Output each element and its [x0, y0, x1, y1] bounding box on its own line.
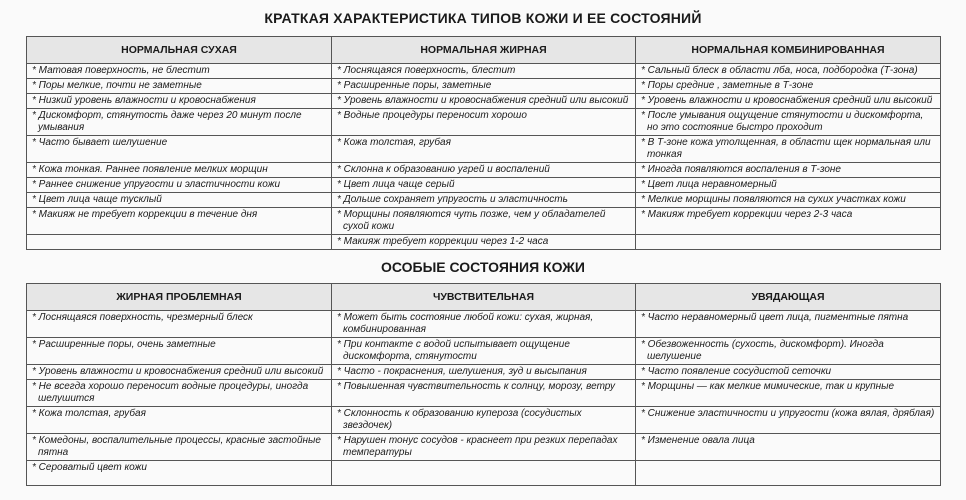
table-cell — [332, 109, 636, 136]
table-row — [27, 407, 941, 434]
section-title: ОСОБЫЕ СОСТОЯНИЯ КОЖИ — [380, 259, 585, 275]
table-cell — [332, 64, 636, 79]
cell-text: * Поры средние , заметные в Т-зоне — [639, 80, 937, 92]
table-cell — [636, 434, 941, 461]
table-cell — [27, 64, 332, 79]
cell-text: * Лоснящаяся поверхность, блестит — [335, 65, 632, 77]
table-cell — [636, 208, 941, 235]
table-row — [27, 94, 941, 109]
table-cell — [27, 235, 332, 250]
skin-types-table — [26, 36, 941, 250]
cell-text: * Уровень влажности и кровоснабжения средний или высокий — [639, 95, 937, 107]
cell-text: * Дольше сохраняет упругость и эластичность — [335, 194, 632, 206]
table-cell — [636, 94, 941, 109]
table-cell — [332, 235, 636, 250]
table-cell — [332, 208, 636, 235]
table-cell — [332, 311, 636, 338]
cell-text: * Комедоны, воспалительные процессы, красные застойные пятна — [30, 435, 328, 459]
table-cell — [636, 407, 941, 434]
column-header: НОРМАЛЬНАЯ КОМБИНИРОВАННАЯ — [636, 37, 941, 64]
cell-text: * При контакте с водой испытывает ощущение дискомфорта, стянутости — [335, 339, 632, 363]
cell-text: * Цвет лица неравномерный — [639, 179, 937, 191]
cell-text: * Кожа толстая, грубая — [335, 137, 632, 149]
cell-text: * Макияж не требует коррекции в течение дня — [30, 209, 328, 221]
table-cell — [27, 178, 332, 193]
table-cell — [332, 365, 636, 380]
table-cell — [636, 64, 941, 79]
cell-text: * Изменение овала лица — [639, 435, 937, 447]
table-cell — [27, 208, 332, 235]
cell-text: * Раннее снижение упругости и эластичности кожи — [30, 179, 328, 191]
cell-text: * Часто неравномерный цвет лица, пигментные пятна — [639, 312, 937, 324]
table-cell — [332, 178, 636, 193]
table-cell — [636, 338, 941, 365]
table-row — [27, 208, 941, 235]
table-row — [27, 79, 941, 94]
table-row — [27, 136, 941, 163]
table-cell — [636, 193, 941, 208]
table-cell — [27, 163, 332, 178]
table-row — [27, 64, 941, 79]
table-cell — [332, 79, 636, 94]
cell-text: * Кожа толстая, грубая — [30, 408, 328, 420]
table-row — [27, 461, 941, 486]
special-conditions-table — [26, 283, 941, 486]
cell-text: * Часто бывает шелушение — [30, 137, 328, 149]
column-header: ЧУВСТВИТЕЛЬНАЯ — [332, 284, 636, 311]
cell-text: * Кожа тонкая. Раннее появление мелких морщин — [30, 164, 328, 176]
cell-text: * Макияж требует коррекции через 2-3 часа — [639, 209, 937, 221]
table-cell — [27, 136, 332, 163]
table-row — [27, 434, 941, 461]
table-cell — [27, 109, 332, 136]
table-cell — [27, 380, 332, 407]
table-cell — [27, 311, 332, 338]
table-cell — [332, 461, 636, 486]
cell-text: * Обезвоженность (сухость, дискомфорт). Иногда шелушение — [639, 339, 937, 363]
table-cell — [27, 94, 332, 109]
table-cell — [636, 311, 941, 338]
cell-text: * Низкий уровень влажности и кровоснабжения — [30, 95, 328, 107]
table-header-row — [27, 37, 941, 64]
table-cell — [636, 461, 941, 486]
cell-text: * Макияж требует коррекции через 1-2 часа — [335, 236, 632, 248]
column-header: ЖИРНАЯ ПРОБЛЕМНАЯ — [27, 284, 332, 311]
table-cell — [27, 365, 332, 380]
cell-text: * Лоснящаяся поверхность, чрезмерный блеск — [30, 312, 328, 324]
cell-text: * Не всегда хорошо переносит водные процедуры, иногда шелушится — [30, 381, 328, 405]
table-cell — [636, 163, 941, 178]
cell-text: * Может быть состояние любой кожи: сухая, жирная, комбинированная — [335, 312, 632, 336]
cell-text: * Уровень влажности и кровоснабжения средний или высокий — [30, 366, 328, 378]
column-header: УВЯДАЮЩАЯ — [636, 284, 941, 311]
table-cell — [636, 380, 941, 407]
table-row — [27, 193, 941, 208]
cell-text: * Дискомфорт, стянутость даже через 20 минут после умывания — [30, 110, 328, 134]
cell-text: * Водные процедуры переносит хорошо — [335, 110, 632, 122]
cell-text: * Иногда появляются воспаления в Т-зоне — [639, 164, 937, 176]
column-header: НОРМАЛЬНАЯ ЖИРНАЯ — [332, 37, 636, 64]
cell-text: * Расширенные поры, очень заметные — [30, 339, 328, 351]
cell-text: * В Т-зоне кожа утолщенная, в области щек нормальная или тонкая — [639, 137, 937, 161]
table-row — [27, 163, 941, 178]
table-row — [27, 338, 941, 365]
cell-text: * Нарушен тонус сосудов - краснеет при резких перепадах температуры — [335, 435, 632, 459]
cell-text: * Уровень влажности и кровоснабжения средний или высокий — [335, 95, 632, 107]
table-row — [27, 365, 941, 380]
cell-text: * Снижение эластичности и упругости (кожа вялая, дряблая) — [639, 408, 937, 420]
table-cell — [636, 109, 941, 136]
cell-text: * Морщины появляются чуть позже, чем у обладателей сухой кожи — [335, 209, 632, 233]
cell-text: * Часто появление сосудистой сеточки — [639, 366, 937, 378]
column-header: НОРМАЛЬНАЯ СУХАЯ — [27, 37, 332, 64]
table-cell — [27, 193, 332, 208]
table-cell — [332, 380, 636, 407]
cell-text: * Цвет лица чаще тусклый — [30, 194, 328, 206]
table-cell — [332, 193, 636, 208]
cell-text: * После умывания ощущение стянутости и дискомфорта, но это состояние быстро проходит — [639, 110, 937, 134]
cell-text: * Склонна к образованию угрей и воспалений — [335, 164, 632, 176]
table-row — [27, 311, 941, 338]
table-cell — [636, 178, 941, 193]
cell-text: * Сероватый цвет кожи — [30, 462, 328, 474]
table-row — [27, 109, 941, 136]
table-cell — [27, 407, 332, 434]
cell-text: * Сальный блеск в области лба, носа, подбородка (Т-зона) — [639, 65, 937, 77]
table-cell — [332, 163, 636, 178]
table-cell — [332, 434, 636, 461]
cell-text: * Склонность к образованию купероза (сосудистых звездочек) — [335, 408, 632, 432]
cell-text: * Цвет лица чаще серый — [335, 179, 632, 191]
cell-text: * Поры мелкие, почти не заметные — [30, 80, 328, 92]
cell-text: * Мелкие морщины появляются на сухих участках кожи — [639, 194, 937, 206]
page-title: КРАТКАЯ ХАРАКТЕРИСТИКА ТИПОВ КОЖИ И ЕЕ СОСТОЯНИЙ — [264, 10, 702, 26]
table-cell — [332, 94, 636, 109]
cell-text: * Часто - покраснения, шелушения, зуд и высыпания — [335, 366, 632, 378]
table-cell — [27, 338, 332, 365]
table-row — [27, 380, 941, 407]
table-cell — [27, 461, 332, 486]
table-cell — [636, 136, 941, 163]
table-row — [27, 178, 941, 193]
table-cell — [27, 79, 332, 94]
table-cell — [27, 434, 332, 461]
cell-text: * Повышенная чувствительность к солнцу, морозу, ветру — [335, 381, 632, 393]
table-row — [27, 235, 941, 250]
table-header-row — [27, 284, 941, 311]
table-cell — [636, 365, 941, 380]
table-cell — [636, 79, 941, 94]
cell-text: * Расширенные поры, заметные — [335, 80, 632, 92]
cell-text: * Морщины — как мелкие мимические, так и крупные — [639, 381, 937, 393]
table-cell — [332, 407, 636, 434]
table-cell — [332, 136, 636, 163]
table-cell — [636, 235, 941, 250]
cell-text: * Матовая поверхность, не блестит — [30, 65, 328, 77]
table-cell — [332, 338, 636, 365]
